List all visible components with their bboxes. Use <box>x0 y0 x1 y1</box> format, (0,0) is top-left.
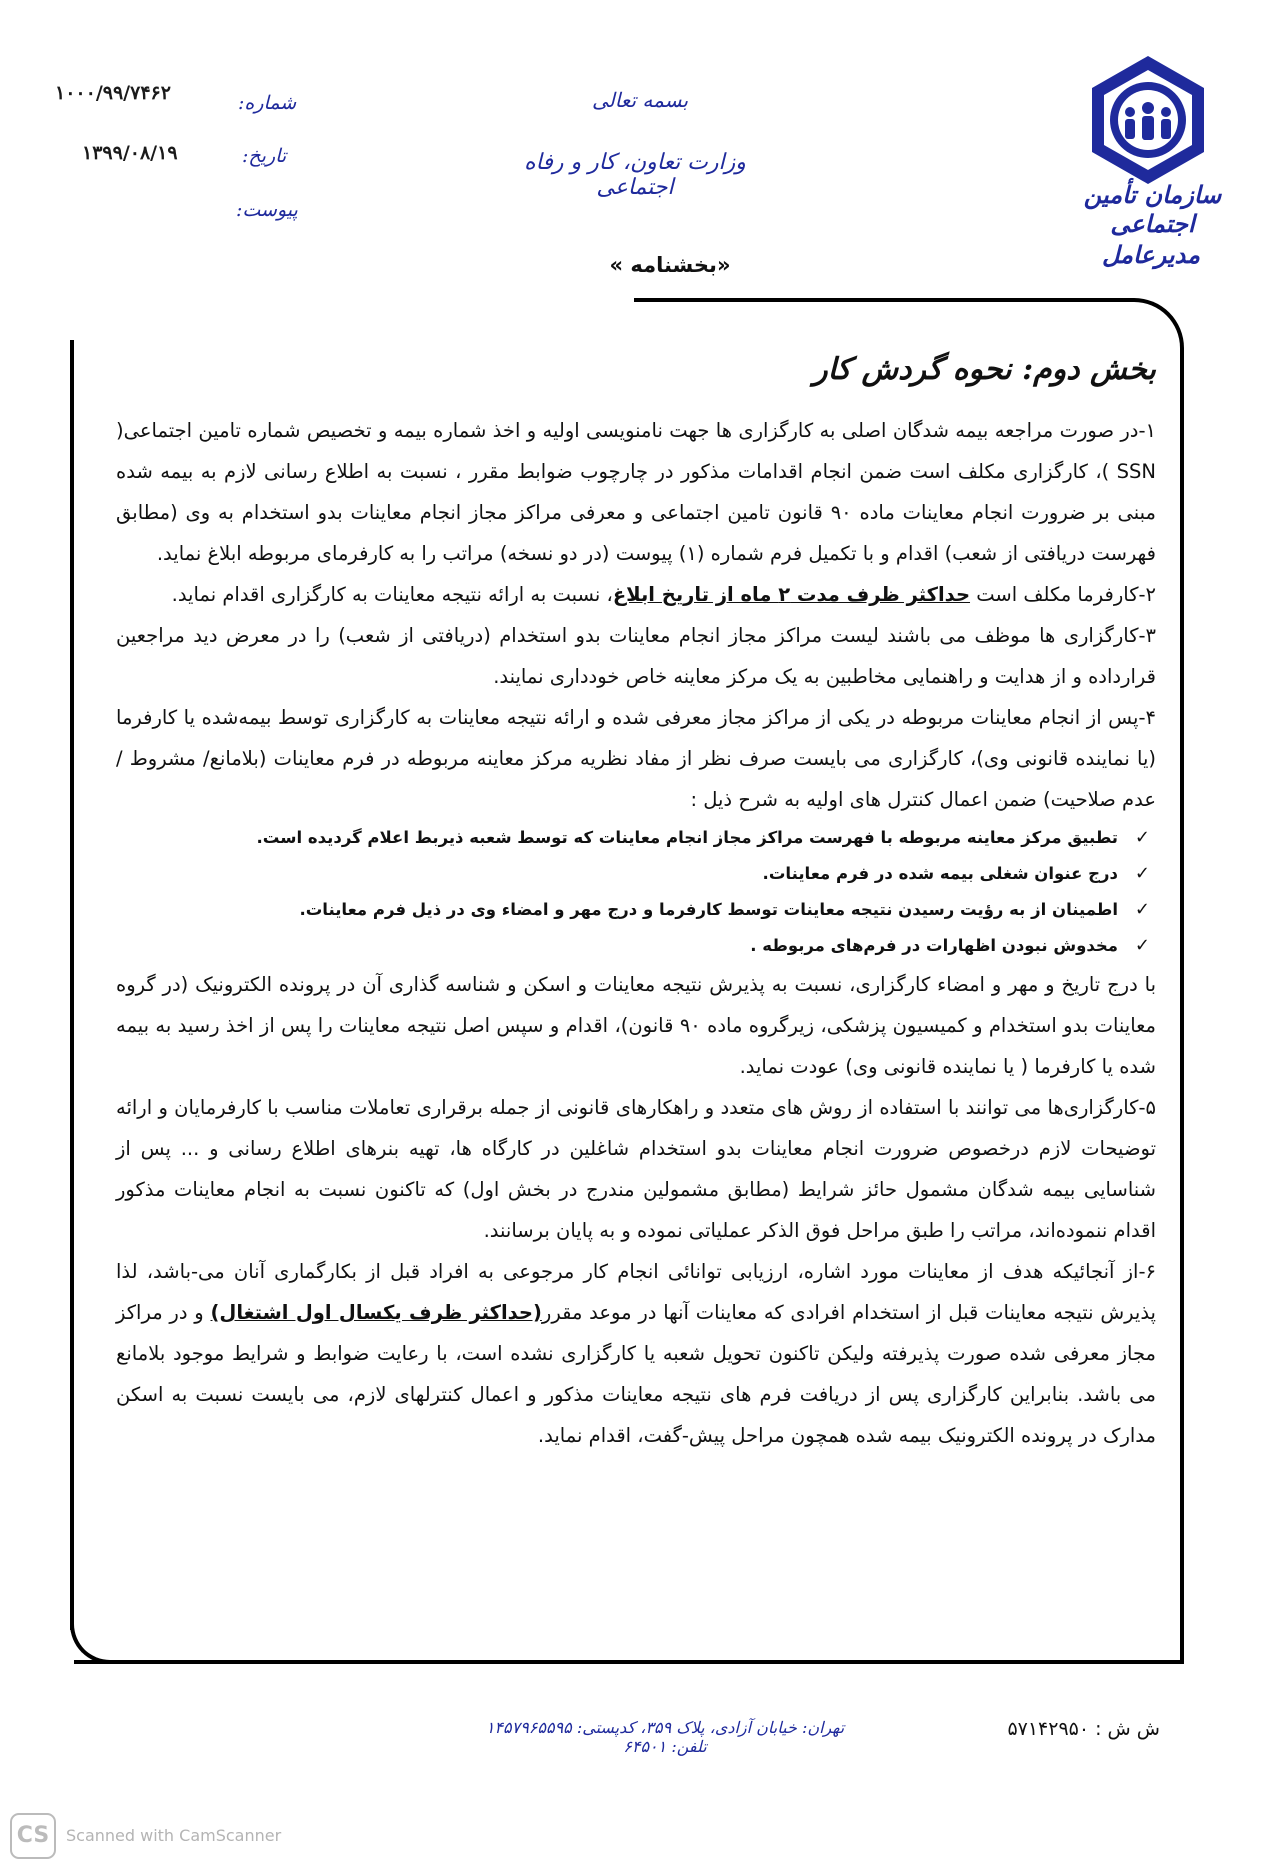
check-mark-icon: ✓ <box>1134 899 1150 920</box>
check-mark-icon: ✓ <box>1134 863 1150 884</box>
checklist-item <box>116 892 1156 928</box>
checklist-item <box>116 820 1156 856</box>
paragraph-6 <box>116 1251 1156 1456</box>
paragraph-2 <box>116 574 1156 615</box>
date-value: ۱۳۹۹/۰۸/۱۹ <box>82 142 178 164</box>
section-title: بخش دوم: نحوه گردش کار <box>813 352 1156 387</box>
checklist-item <box>116 856 1156 892</box>
paragraph-2-end: ، نسبت به ارائه نتیجه معاینات به کارگزاری اقدام نماید. <box>171 583 613 606</box>
number-value: ۱۰۰۰/۹۹/۷۴۶۲ <box>55 82 171 104</box>
paragraph-2-start: ۲-کارفرما مکلف است <box>970 583 1156 606</box>
invocation: بسمه تعالی <box>591 88 689 112</box>
organization-logo <box>1078 50 1218 190</box>
attachment-label: پیوست: <box>236 199 298 221</box>
paragraph-2-deadline: حداکثر ظرف مدت ۲ ماه از تاریخ ابلاغ <box>612 583 971 606</box>
checklist-item-text: مخدوش نبودن اظهارات در فرم‌های مربوطه . <box>750 936 1118 955</box>
footer-fax: ش ش : ۵۷۱۴۲۹۵۰ <box>1007 1718 1160 1740</box>
document-body <box>116 410 1156 1456</box>
ministry-name: وزارت تعاون، کار و رفاه اجتماعی <box>524 150 746 200</box>
paragraph-5: ۵-کارگزاری‌ها می توانند با استفاده از روش های متعدد و راهکارهای قانونی از جمله برقراری تعاملات مناسب با کارفرمایان و ارائه توضیحات لازم درخصوص ضرورت انجام معاینات بدو استخدام شاغلین در کارگاه ها، تهیه بنرهای اطلاع رسانی و ... پس از شناسایی بیمه شدگان مشمول حائز شرایط (مطابق مشمولین مندرج در بخش اول) که تاکنون نسبت به انجام معاینات مذکور اقدام ننموده‌اند، مراتب را طبق مراحل فوق الذکر عملیاتی نموده و به پایان برسانند. <box>116 1096 1156 1242</box>
paragraph-3: ۳-کارگزاری ها موظف می باشند لیست مراکز مجاز انجام معاینات بدو استخدام (دریافتی از شعب) را در معرض دید مراجعین قرارداده و از هدایت و راهنمایی مخاطبین به یک مرکز معاینه خاص خودداری نمایند. <box>116 624 1156 688</box>
paragraph-6-end: و در مراکز مجاز معرفی شده صورت پذیرفته ولیکن تاکنون تحویل شعبه یا کارگزاری نشده است، با رعایت ضوابط و شرایط موجود بلامانع می باشد. بنابراین کارگزاری پس از دریافت فرم های نتیجه معاینات مذکور و اعمال کنترلهای لازم، می بایست نسبت به اسکن مدارک در پرونده الکترونیک بیمه شده همچون مراحل پیش-گفت، اقدام نماید. <box>116 1301 1156 1447</box>
organization-name: سازمان تأمین اجتماعی <box>1083 180 1222 238</box>
sender-title: مدیرعامل <box>1101 240 1200 269</box>
date-label: تاریخ: <box>242 145 287 167</box>
scanner-watermark: Scanned with CamScanner <box>66 1826 282 1845</box>
footer-address: تهران: خیابان آزادی، پلاک ۳۵۹، کدپستی: ۱۴۵۷۹۶۵۵۹۵ تلفن: ۶۴۵۰۱ <box>485 1718 845 1756</box>
check-mark-icon: ✓ <box>1134 935 1150 956</box>
document-type: «بخشنامه » <box>609 253 731 277</box>
control-checklist <box>116 820 1156 964</box>
paragraph-6-start: ۶-از آنجائیکه هدف از معاینات مورد اشاره، ارزیابی توانائی انجام کار مرجوعی به افراد قبل از بکارگماری آنان می-باشد، لذا پذیرش نتیجه معاینات قبل از استخدام افرادی که معاینات آنها در موعد مقرر <box>116 1260 1156 1324</box>
checklist-item-text: اطمینان از به رؤیت رسیدن نتیجه معاینات توسط کارفرما و درج مهر و امضاء وی در ذیل فرم معاینات. <box>299 900 1118 919</box>
number-label: شماره: <box>238 92 297 114</box>
paragraph-4-continued: با درج تاریخ و مهر و امضاء کارگزاری، نسبت به پذیرش نتیجه معاینات و اسکن و شناسه گذاری آن در پرونده الکترونیک (در گروه معاینات بدو استخدام و کمیسیون پزشکی، زیرگروه ماده ۹۰ قانون)، اقدام و سپس اصل نتیجه معاینات را پس از اخذ رسید به بیمه شده یا کارفرما ( یا نماینده قانونی وی) عودت نماید. <box>116 973 1157 1078</box>
checklist-item <box>116 928 1156 964</box>
frame-gap <box>74 298 634 302</box>
paragraph-4: ۴-پس از انجام معاینات مربوطه در یکی از مراکز مجاز معرفی شده و ارائه نتیجه معاینات به کارگزاری توسط بیمه‌شده یا کارفرما (یا نماینده قانونی وی)، کارگزاری می بایست صرف نظر از مفاد نظریه مرکز معاینه مربوطه در فرم معاینات (بلامانع/ مشروط / عدم صلاحیت) ضمن اعمال کنترل های اولیه به شرح ذیل : <box>116 706 1156 811</box>
paragraph-1: ۱-در صورت مراجعه بیمه شدگان اصلی به کارگزاری ها جهت نامنویسی اولیه و اخذ شماره بیمه و تخصیص شماره تامین اجتماعی( SSN )، کارگزاری مکلف است ضمن انجام اقدامات مذکور در چارچوب ضوابط مقرر ، نسبت به اطلاع رسانی لازم به بیمه شده مبنی بر ضرورت انجام معاینات ماده ۹۰ قانون تامین اجتماعی و معرفی مراکز مجاز انجام معاینات بدو استخدام به وی (مطابق فهرست دریافتی از شعب) اقدام و با تکمیل فرم شماره (۱) پیوست (در دو نسخه) مراتب را به کارفرمای مربوطه ابلاغ نماید. <box>116 419 1156 565</box>
check-mark-icon: ✓ <box>1134 827 1150 848</box>
checklist-item-text: درج عنوان شغلی بیمه شده در فرم معاینات. <box>762 864 1118 883</box>
frame-left-edge <box>70 340 74 1630</box>
paragraph-6-deadline: (حداکثر ظرف یکسال اول اشتغال) <box>210 1301 542 1324</box>
camscanner-logo-icon: CS <box>10 1813 56 1859</box>
checklist-item-text: تطبیق مرکز معاینه مربوطه با فهرست مراکز مجاز انجام معاینات که توسط شعبه ذیربط اعلام گردیده است. <box>256 828 1118 847</box>
